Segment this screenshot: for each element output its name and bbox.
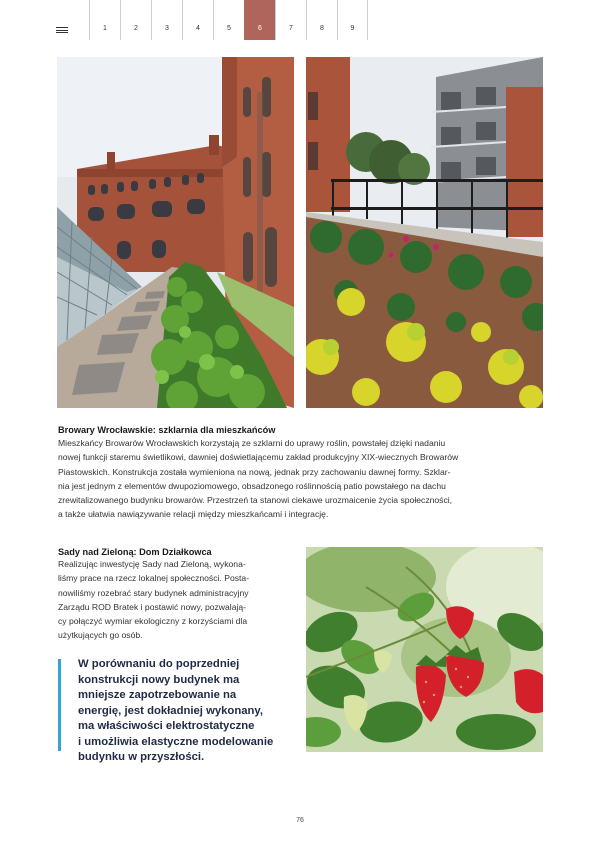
quote-line: i umożliwia elastyczne modelowanie [78,735,274,748]
quote-accent-bar [58,659,61,751]
quote-line: W porównaniu do poprzedniej [78,658,240,670]
page-tab-4[interactable]: 4 [182,0,213,40]
page-tab-6[interactable]: 6 [244,0,275,40]
paragraph-line: nia jest jednym z elementów dwupoziomowego, obsadzonego roślinnością patio powstałego na dachu [58,480,446,491]
pull-quote [78,657,273,766]
page-tab-1[interactable]: 1 [89,0,120,40]
paragraph-line: nowej funkcji staremu świetlikowi, dawniej doświetlającemu zakład produkcyjny XIX-wiecznych Browarów [58,452,459,463]
paragraph-line: Realizując inwestycję Sady nad Zieloną, wykona- [58,559,246,569]
paragraph-line: a także ułatwia nawiązywanie relacji między mieszkańcami i integrację. [58,509,329,520]
rooftop-garden-photo [306,57,543,408]
section-paragraph-browary [58,436,458,522]
quote-line: ma właściwości elektrostatyczne [78,720,255,732]
strawberries-photo [306,547,543,752]
page-tab-7[interactable]: 7 [275,0,306,40]
paragraph-line: Piastowskich. Konstrukcja została wymieniona na nową, jednak przy zachowaniu dawnej formy. Szklar- [58,466,451,477]
quote-line: budynku w przyszłości. [78,751,205,763]
page-tab-8[interactable]: 8 [306,0,337,40]
page-tabs [89,0,368,40]
page-tab-9[interactable]: 9 [337,0,368,40]
page-number: 76 [296,817,304,824]
quote-line: mniejsze zapotrzebowanie na [78,689,237,701]
hamburger-icon[interactable] [56,27,68,33]
paragraph-line: użytkujących go osób. [58,630,143,641]
brewery-greenhouse-photo [57,57,294,408]
section-paragraph-sady [58,557,249,643]
section-heading-sady: Sady nad Zieloną: Dom Działkowca [58,547,212,557]
quote-line: konstrukcji nowy budynek ma [78,673,240,686]
paragraph-line: zrewitalizowanego budynku browarów. Przestrzeń ta stanowi ciekawe urozmaicenie życia społeczności, [58,495,453,506]
page-tab-3[interactable]: 3 [151,0,182,40]
page-tab-2[interactable]: 2 [120,0,151,40]
quote-line: energię, jest dokładniej wykonany, [78,704,263,717]
top-navigation [0,0,600,40]
paragraph-line: liśmy prace na rzecz lokalnej społeczności. Posta- [58,573,250,584]
paragraph-line: nowiliśmy rozebrać stary budynek administracyjny [58,587,249,598]
paragraph-line: cy połączyć wymiar ekologiczny z korzyściami dla [58,616,248,627]
page-tab-5[interactable]: 5 [213,0,244,40]
section-heading-browary: Browary Wrocławskie: szklarnia dla mieszkańców [58,425,276,435]
paragraph-line: Zarządu ROD Bratek i postawić nowy, pozwalają- [58,601,247,612]
paragraph-line: Mieszkańcy Browarów Wrocławskich korzystają ze szklarni do uprawy roślin, powstałej dzięki nadaniu [58,438,446,448]
